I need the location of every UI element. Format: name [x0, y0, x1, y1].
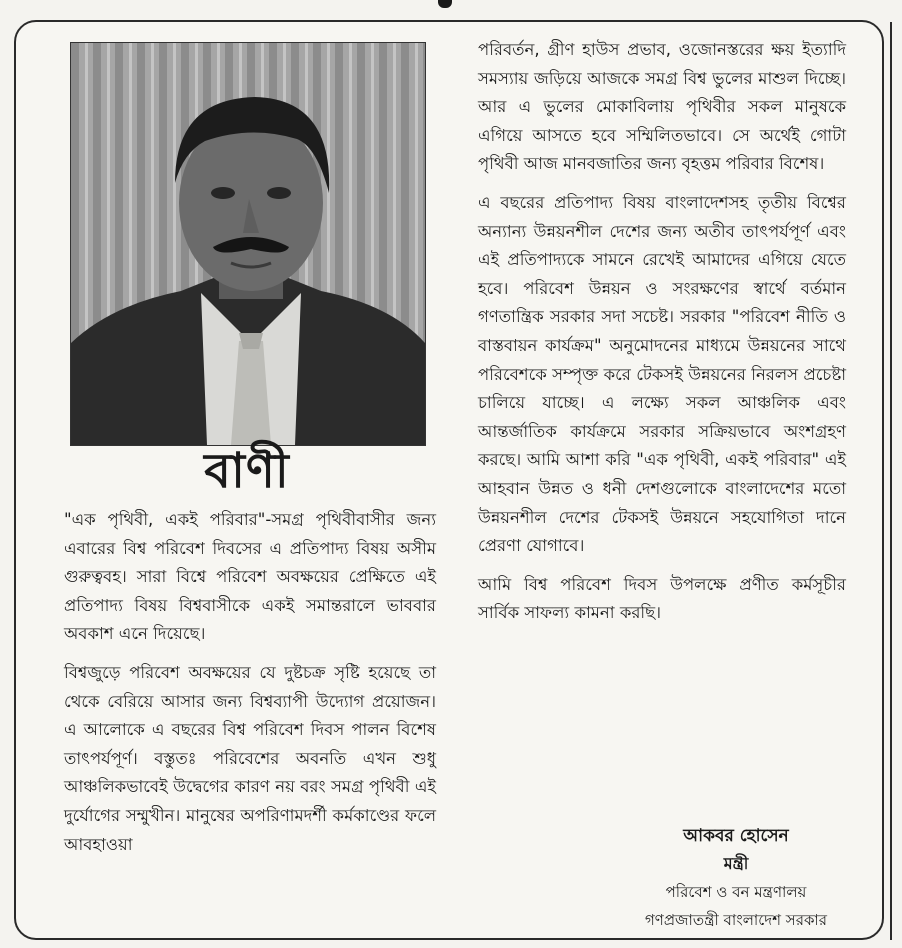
paragraph: পরিবর্তন, গ্রীণ হাউস প্রভাব, ওজোনস্তরের ক্ষয় ইত্যাদি সমস্যায় জড়িয়ে আজকে সমগ্র বিশ্ব ভুলের মাশুল দিচ্ছে। আর এ ভুলের মোকাবিলায় পৃথিবীর সকল মানুষকে এগিয়ে আসতে হবে সম্মিলিতভাবে। সে অর্থেই গোটা পৃথিবী আজ মানবজাতির জন্য বৃহত্তম পরিবার বিশেষ।: [478, 40, 846, 174]
paragraph: আমি বিশ্ব পরিবেশ দিবস উপলক্ষে প্রণীত কর্মসূচীর সার্বিক সাফল্য কামনা করছি।: [478, 574, 846, 623]
signature-block: [576, 822, 896, 934]
message-heading: বাণী: [204, 443, 290, 499]
signatory-name: আকবর হোসেন: [683, 826, 789, 846]
portrait-image: [71, 43, 425, 445]
paragraph: বিশ্বজুড়ে পরিবেশ অবক্ষয়ের যে দুষ্টচক্র সৃষ্টি হয়েছে তা থেকে বেরিয়ে আসার জন্য বিশ্বব্যাপী উদ্যোগ প্রয়োজন। এ আলোকে এ বছরের বিশ্ব পরিবেশ দিবস পালন বিশেষ তাৎপর্যপূর্ণ। বস্তুতঃ পরিবেশের অবনতি এখন শুধু আঞ্চলিকভাবেই উদ্বেগের কারণ নয় বরং সমগ্র পৃথিবী এই দুর্যোগের সম্মুখীন। মানুষের অপরিণামদর্শী কর্মকাণ্ডের ফলে আবহাওয়া: [64, 662, 436, 854]
ministry-name: পরিবেশ ও বন মন্ত্রণালয়: [665, 883, 807, 901]
government-name: গণপ্রজাতন্ত্রী বাংলাদেশ সরকার: [644, 911, 828, 929]
left-text-column: [64, 506, 436, 869]
adjacent-column-border: [890, 22, 902, 940]
right-text-column: [478, 36, 846, 638]
top-edge-mark: [438, 0, 452, 8]
message-box: [14, 20, 884, 940]
signatory-title: মন্ত্রী: [723, 854, 749, 873]
paragraph: এ বছরের প্রতিপাদ্য বিষয় বাংলাদেশসহ তৃতীয় বিশ্বের অন্যান্য উন্নয়নশীল দেশের জন্য অতীব তাৎপর্যপূর্ণ এবং এই প্রতিপাদ্যকে সামনে রেখেই আমাদের এগিয়ে যেতে হবে। পরিবেশ উন্নয়ন ও সংরক্ষণের স্বার্থে বর্তমান গণতান্ত্রিক সরকার সদা সচেষ্ট। সরকার "পরিবেশ নীতি ও বাস্তবায়ন কার্যক্রম" অনুমোদনের মাধ্যমে উন্নয়নের সাথে পরিবেশকে সম্পৃক্ত করে টেকসই উন্নয়নের নিরলস প্রচেষ্টা চালিয়ে যাচ্ছে। এ লক্ষ্যে সকল আঞ্চলিক এবং আন্তর্জাতিক কার্যক্রমে সরকার সক্রিয়ভাবে অংশগ্রহণ করছে। আমি আশা করি "এক পৃথিবী, একই পরিবার" এই আহবান উন্নত ও ধনী দেশগুলোকে বাংলাদেশের মতো উন্নয়নশীল দেশের টেকসই উন্নয়নে সহযোগিতা দানে প্রেরণা যোগাবে।: [478, 192, 846, 556]
portrait-photo: [70, 42, 426, 446]
paragraph: "এক পৃথিবী, একই পরিবার"-সমগ্র পৃথিবীবাসীর জন্য এবারের বিশ্ব পরিবেশ দিবসের এ প্রতিপাদ্য বিষয় অসীম গুরুত্ববহ। সারা বিশ্বে পরিবেশ অবক্ষয়ের প্রেক্ষিতে এই প্রতিপাদ্য বিষয় বিশ্ববাসীকে একই সমান্তরালে ভাববার অবকাশ এনে দিয়েছে।: [64, 510, 436, 644]
